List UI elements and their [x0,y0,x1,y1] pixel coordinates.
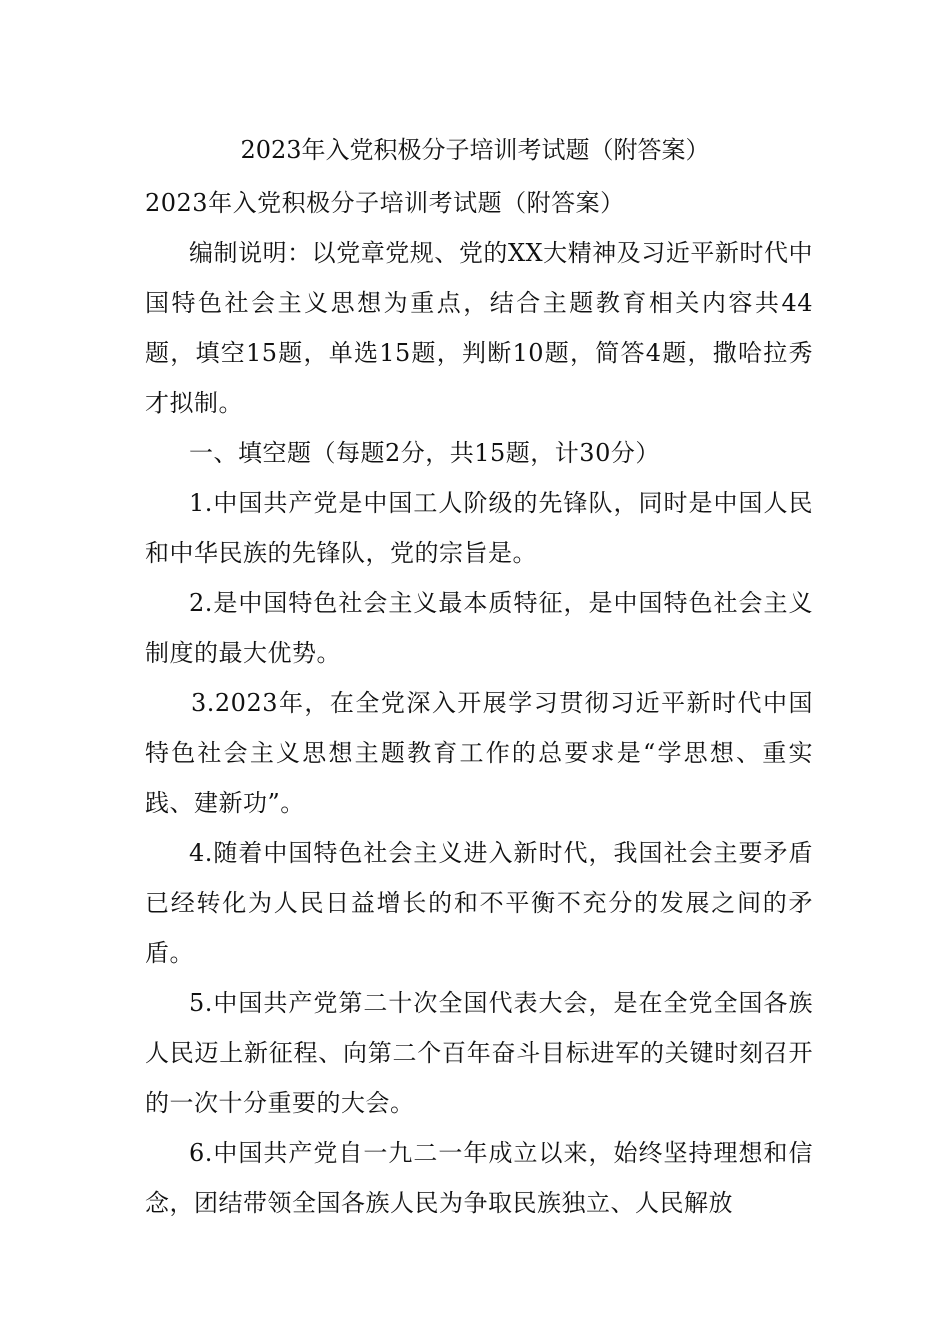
document-subtitle: 2023年入党积极分子培训考试题（附答案） [145,189,625,217]
question-item: 2.是中国特色社会主义最本质特征，是中国特色社会主义制度的最大优势。 [145,589,813,667]
section-heading: 一、填空题（每题2分，共15题，计30分） [189,439,660,467]
document-body [145,178,813,1228]
document-title: 2023年入党积极分子培训考试题（附答案） [240,136,710,164]
question-item: 6.中国共产党自一九二一年成立以来，始终坚持理想和信念，团结带领全国各族人民为争取民族独立、人民解放 [145,1139,813,1217]
intro-paragraph: 编制说明：以党章党规、党的XX大精神及习近平新时代中国特色社会主义思想为重点，结合主题教育相关内容共44题，填空15题，单选15题，判断10题，简答4题，撒哈拉秀才拟制。 [145,239,813,417]
question-item: 5.中国共产党第二十次全国代表大会，是在全党全国各族人民迈上新征程、向第二个百年奋斗目标进军的关键时刻召开的一次十分重要的大会。 [145,989,813,1117]
question-item: 3.2023年，在全党深入开展学习贯彻习近平新时代中国特色社会主义思想主题教育工作的总要求是“学思想、重实践、建新功”。 [145,689,813,817]
question-item: 1.中国共产党是中国工人阶级的先锋队，同时是中国人民和中华民族的先锋队，党的宗旨是。 [145,489,813,567]
question-item: 4.随着中国特色社会主义进入新时代，我国社会主要矛盾已经转化为人民日益增长的和不平衡不充分的发展之间的矛盾。 [145,839,813,967]
